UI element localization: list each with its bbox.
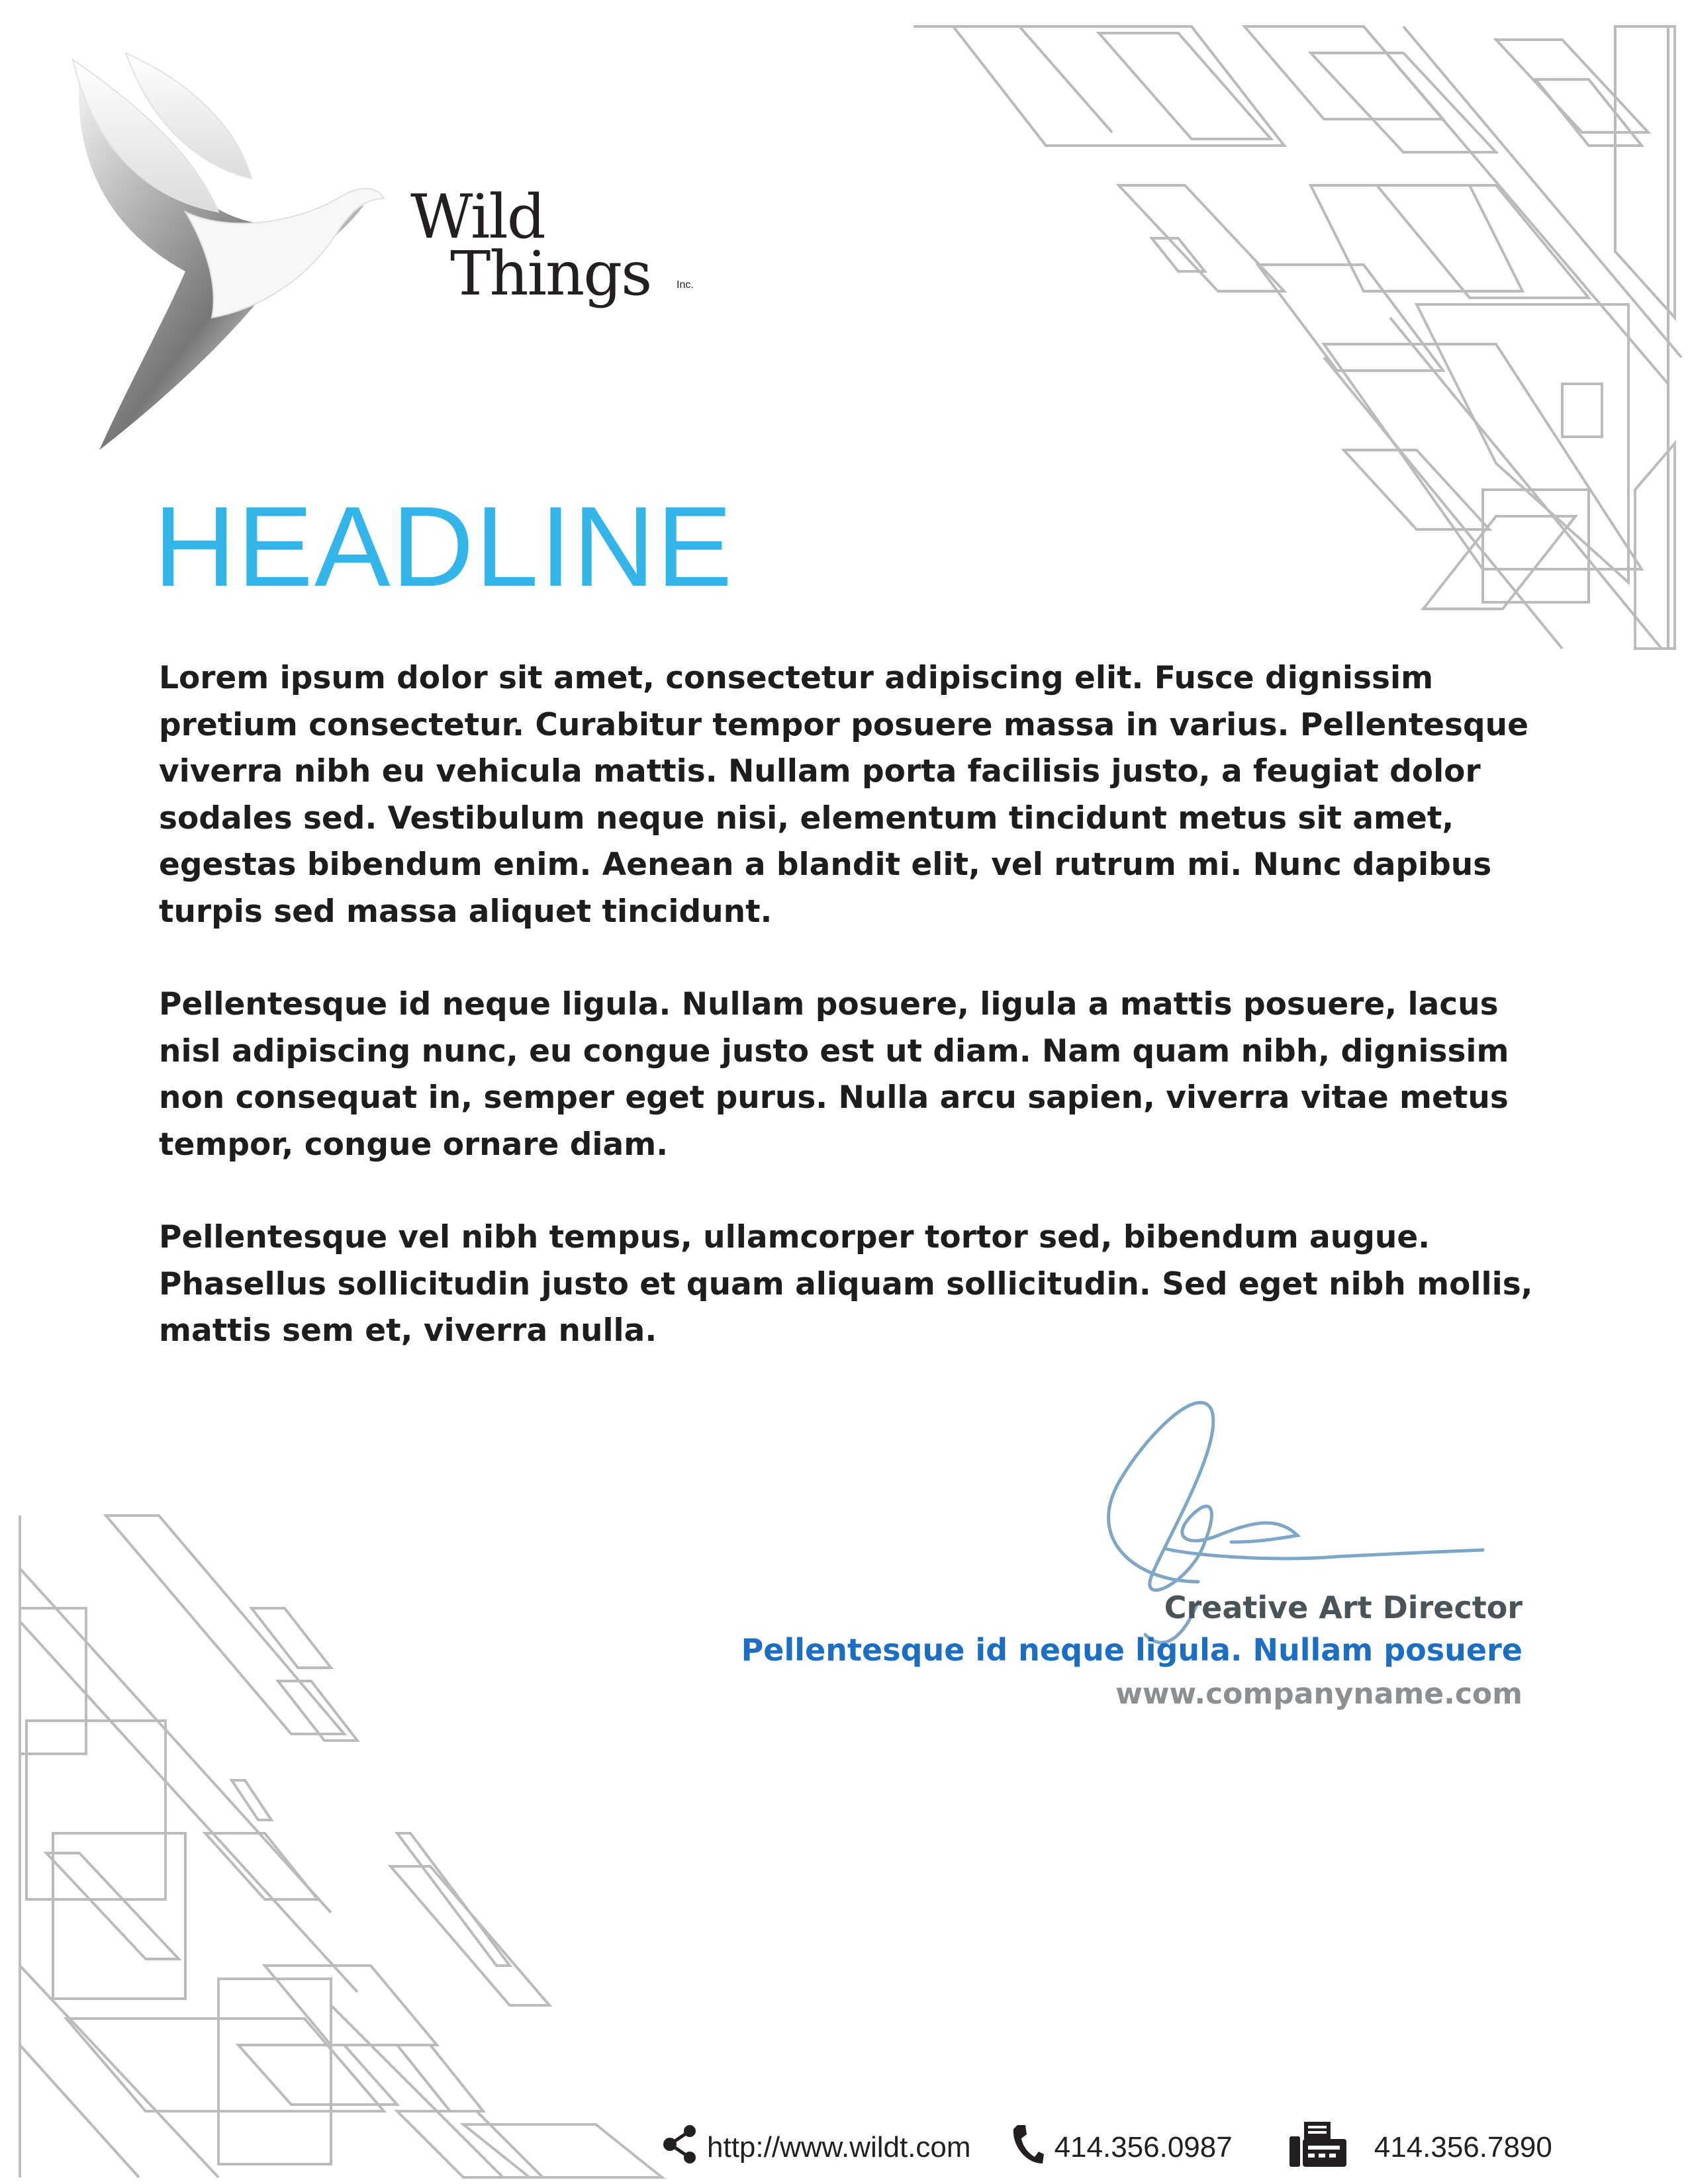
brand-suffix: Inc.: [677, 279, 694, 291]
footer-website[interactable]: [662, 2124, 971, 2171]
body-paragraph: Pellentesque vel nibh tempus, ullamcorper tortor sed, bibendum augue. Phasellus sollicitudin justo et quam aliquam sollicitudin. Sed eget nibh mollis, mattis sem et, viverra nulla.: [159, 1219, 1533, 1349]
headline: HEADLINE: [154, 483, 734, 610]
footer-phone-text: 414.356.0987: [1054, 2131, 1233, 2163]
fax-icon: [1288, 2120, 1348, 2175]
body-paragraph: Lorem ipsum dolor sit amet, consectetur adipiscing elit. Fusce dignissim pretium consectetur. Curabitur tempor posuere massa in varius. Pellentesque viverra nibh eu vehicula mattis. Nullam porta facilisis justo, a feugiat dolor sodales sed. Vestibulum neque nisi, elementum tincidunt metus sit amet, egestas bibendum enim. Aenean a blandit elit, vel rutrum mi. Nunc dapibus turpis sed massa aliquet tincidunt.: [159, 660, 1529, 930]
company-logo: [53, 33, 694, 457]
signature-tagline: Pellentesque id neque ligula. Nullam posuere: [741, 1632, 1523, 1668]
footer-fax: [1288, 2120, 1552, 2175]
signature-website: www.companyname.com: [1115, 1677, 1523, 1711]
top-right-geometric-decoration: [900, 13, 1688, 662]
footer-fax-text: 414.356.7890: [1374, 2131, 1552, 2163]
letter-body: [159, 655, 1536, 1401]
brand-name-line-2: Things: [450, 238, 651, 309]
footer-website-text[interactable]: http://www.wildt.com: [707, 2131, 971, 2163]
footer-phone: [1011, 2122, 1233, 2173]
contact-footer: [662, 2118, 1615, 2177]
body-paragraph: Pellentesque id neque ligula. Nullam posuere, ligula a mattis posuere, lacus nisl adipiscing nunc, eu congue justo est ut diam. Nam quam nibh, dignissim non consequat in, semper eget purus. Nulla arcu sapien, viverra vitae metus tempor, congue ornare diam.: [159, 986, 1509, 1163]
phone-icon: [1011, 2122, 1045, 2173]
bottom-left-geometric-decoration: [0, 1502, 741, 2184]
brand-name-line-1: Wild: [410, 181, 545, 252]
share-icon: [662, 2124, 698, 2171]
signature-title: Creative Art Director: [1164, 1590, 1523, 1625]
